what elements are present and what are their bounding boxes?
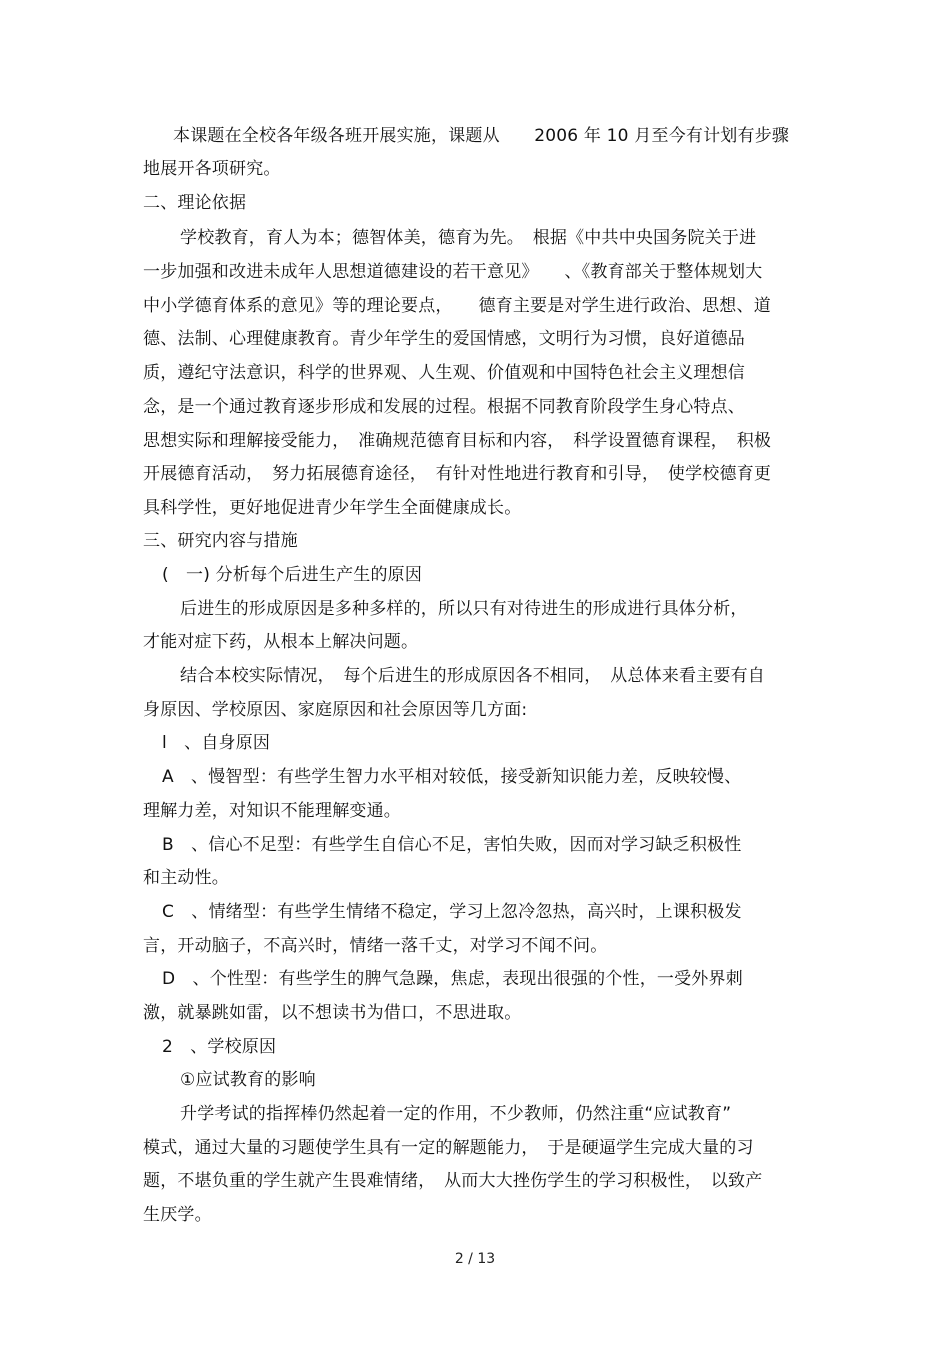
body-text-line: 一步加强和改进未成年人思想道德建设的若干意见》 、《教育部关于整体规划大 [143, 262, 763, 282]
subsection-heading: ( 一) 分析每个后进生产生的原因 [162, 565, 423, 585]
body-text-line: 地展开各项研究。 [143, 159, 281, 179]
body-text-line: 德、法制、心理健康教育。青少年学生的爱国情感，文明行为习惯，良好道德品 [143, 329, 745, 349]
body-text-line: 开展德育活动， 努力拓展德育途径， 有针对性地进行教育和引导， 使学校德育更 [143, 464, 772, 484]
body-text-line: 升学考试的指挥棒仍然起着一定的作用，不少教师，仍然注重“应试教育” [180, 1104, 732, 1124]
section-heading: 二、理论依据 [143, 193, 247, 213]
body-text-line: 质，遵纪守法意识，科学的世界观、人生观、价值观和中国特色社会主义理想信 [143, 363, 745, 383]
body-text-line: 本课题在全校各年级各班开展实施，课题从 2006 年 10 月至今有计划有步骤 [173, 126, 790, 146]
list-heading: l 、自身原因 [162, 733, 271, 753]
body-text-line: 具科学性，更好地促进青少年学生全面健康成长。 [143, 498, 522, 518]
list-item: A 、慢智型：有些学生智力水平相对较低，接受新知识能力差，反映较慢、 [162, 767, 742, 787]
body-text-line: 和主动性。 [143, 868, 229, 888]
body-text-line: 题，不堪负重的学生就产生畏难情绪， 从而大大挫伤学生的学习积极性， 以致产 [143, 1171, 763, 1191]
body-text-line: 后进生的形成原因是多种多样的，所以只有对待进生的形成进行具体分析， [180, 599, 748, 619]
body-text-line: 身原因、学校原因、家庭原因和社会原因等几方面: [143, 700, 528, 720]
body-text-line: 理解力差，对知识不能理解变通。 [143, 801, 401, 821]
body-text-line: 念，是一个通过教育逐步形成和发展的过程。根据不同教育阶段学生身心特点、 [143, 397, 745, 417]
list-item: D 、个性型：有些学生的脾气急躁，焦虑，表现出很强的个性，一受外界刺 [162, 969, 743, 989]
body-text-line: 思想实际和理解接受能力， 准确规范德育目标和内容， 科学设置德育课程， 积极 [143, 431, 772, 451]
body-text-line: 激，就暴跳如雷，以不想读书为借口，不思进取。 [143, 1003, 522, 1023]
page-number: 2 / 13 [454, 1251, 496, 1267]
body-text-line: 言，开动脑子，不高兴时，情绪一落千丈，对学习不闻不问。 [143, 936, 608, 956]
body-text-line: 模式，通过大量的习题使学生具有一定的解题能力， 于是硬逼学生完成大量的习 [143, 1138, 754, 1158]
list-heading: 2 、学校原因 [162, 1037, 277, 1057]
list-item: B 、信心不足型：有些学生自信心不足，害怕失败，因而对学习缺乏积极性 [162, 835, 742, 855]
subsection-heading: ①应试教育的影响 [180, 1070, 316, 1090]
section-heading: 三、研究内容与措施 [143, 531, 298, 551]
body-text-line: 学校教育，育人为本；德智体美，德育为先。 根据《中共中央国务院关于进 [180, 228, 757, 248]
body-text-line: 生厌学。 [143, 1205, 212, 1225]
body-text-line: 中小学德育体系的意见》等的理论要点， 德育主要是对学生进行政治、思想、道 [143, 296, 771, 316]
list-item: C 、情绪型：有些学生情绪不稳定，学习上忽冷忽热，高兴时，上课积极发 [162, 902, 742, 922]
body-text-line: 才能对症下药，从根本上解决问题。 [143, 632, 419, 652]
body-text-line: 结合本校实际情况， 每个后进生的形成原因各不相同， 从总体来看主要有自 [180, 666, 765, 686]
